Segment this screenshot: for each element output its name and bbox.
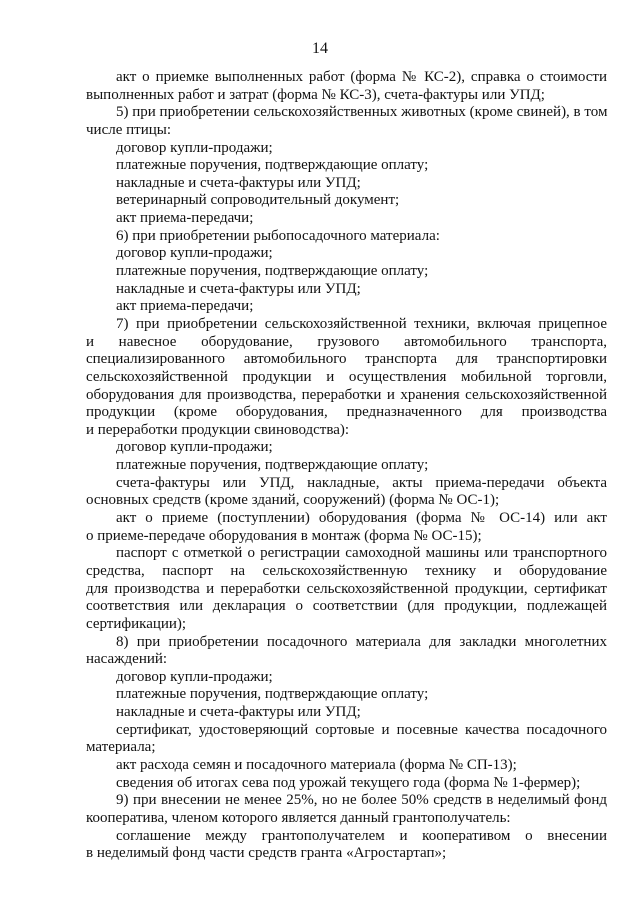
paragraph	[86, 298, 607, 316]
paragraph	[86, 510, 607, 545]
paragraph	[86, 175, 607, 193]
text-line: накладные и счета-фактуры или УПД;	[116, 704, 361, 721]
text-line: основных средств (кроме зданий, сооружений) (форма № ОС-1);	[86, 492, 500, 509]
text-line: акт о приеме (поступлении) оборудования (форма № ОС-14) или акт	[116, 510, 607, 527]
paragraph	[86, 775, 607, 793]
paragraph	[86, 228, 607, 246]
text-line: договор купли-продажи;	[116, 139, 273, 156]
text-line: сведения об итогах сева под урожай текущего года (форма № 1-фермер);	[116, 774, 581, 791]
text-line: паспорт с отметкой о регистрации самоходной машины или транспортного	[116, 545, 607, 562]
text-line: соглашение между грантополучателем и кооперативом о внесении	[116, 827, 607, 844]
text-line: сертификации);	[86, 615, 187, 632]
paragraph	[86, 245, 607, 263]
paragraph	[86, 757, 607, 775]
text-line: числе птицы:	[86, 121, 172, 138]
page-number: 14	[312, 40, 328, 57]
text-line: ветеринарный сопроводительный документ;	[116, 192, 400, 209]
text-line: оборудования для производства, переработки и хранения сельскохозяйственной	[86, 386, 607, 403]
text-line: договор купли-продажи;	[116, 668, 273, 685]
paragraph	[86, 828, 607, 863]
text-line: акт расхода семян и посадочного материала (форма № СП-13);	[116, 756, 517, 773]
paragraph	[86, 475, 607, 510]
text-line: платежные поручения, подтверждающие оплату;	[116, 157, 429, 174]
text-line: договор купли-продажи;	[116, 245, 273, 262]
text-line: 6) при приобретении рыбопосадочного материала:	[116, 227, 440, 244]
text-line: выполненных работ и затрат (форма № КС-3), счета-фактуры или УПД;	[86, 86, 545, 103]
paragraph	[86, 104, 607, 139]
paragraph	[86, 669, 607, 687]
text-line: в неделимый фонд части средств гранта «Агростартап»;	[86, 845, 447, 862]
text-line: сельскохозяйственной продукции и осуществления мобильной торговли,	[86, 368, 607, 385]
paragraph	[86, 316, 607, 439]
text-line: накладные и счета-фактуры или УПД;	[116, 280, 361, 297]
paragraph	[86, 545, 607, 633]
text-line: соответствия или декларация о соответствии (для продукции, подлежащей	[86, 598, 607, 615]
text-line: кооператива, членом которого является данный грантополучатель:	[86, 809, 511, 826]
text-line: акт приема-передачи;	[116, 210, 254, 227]
text-line: сертификат, удостоверяющий сортовые и посевные качества посадочного	[116, 721, 607, 738]
paragraph	[86, 192, 607, 210]
text-line: 8) при приобретении посадочного материала для закладки многолетних	[116, 633, 607, 650]
text-line: акт приема-передачи;	[116, 298, 254, 315]
text-line: платежные поручения, подтверждающие оплату;	[116, 263, 429, 280]
text-line: и переработки продукции свиноводства):	[86, 421, 350, 438]
text-line: платежные поручения, подтверждающие оплату;	[116, 457, 429, 474]
paragraph	[86, 704, 607, 722]
text-line: договор купли-продажи;	[116, 439, 273, 456]
document-body	[86, 69, 607, 863]
text-line: 7) при приобретении сельскохозяйственной техники, включая прицепное	[116, 315, 607, 332]
text-line: о приеме-передаче оборудования в монтаж (форма № ОС-15);	[86, 527, 482, 544]
paragraph	[86, 439, 607, 457]
paragraph	[86, 792, 607, 827]
paragraph	[86, 634, 607, 669]
paragraph	[86, 686, 607, 704]
text-line: платежные поручения, подтверждающие оплату;	[116, 686, 429, 703]
text-line: для производства и переработки сельскохозяйственной продукции, сертификат	[86, 580, 607, 597]
paragraph	[86, 457, 607, 475]
text-line: средства, паспорт на сельскохозяйственную технику и оборудование	[86, 562, 607, 579]
paragraph	[86, 210, 607, 228]
text-line: 5) при приобретении сельскохозяйственных животных (кроме свиней), в том	[116, 104, 608, 121]
text-line: 9) при внесении не менее 25%, но не более 50% средств в неделимый фонд	[116, 792, 607, 809]
text-line: насаждений:	[86, 651, 168, 668]
text-line: материала;	[86, 739, 156, 756]
paragraph	[86, 69, 607, 104]
paragraph	[86, 157, 607, 175]
text-line: и навесное оборудование, грузового автомобильного транспорта,	[86, 333, 607, 350]
text-line: акт о приемке выполненных работ (форма № КС-2), справка о стоимости	[116, 69, 607, 85]
paragraph	[86, 281, 607, 299]
text-line: накладные и счета-фактуры или УПД;	[116, 174, 361, 191]
text-line: специализированного автомобильного транспорта для транспортировки	[86, 351, 607, 368]
paragraph	[86, 263, 607, 281]
paragraph	[86, 722, 607, 757]
paragraph	[86, 140, 607, 158]
text-line: счета-фактуры или УПД, накладные, акты приема-передачи объекта	[116, 474, 607, 491]
text-line: продукции (кроме оборудования, предназначенного для производства	[86, 404, 607, 421]
